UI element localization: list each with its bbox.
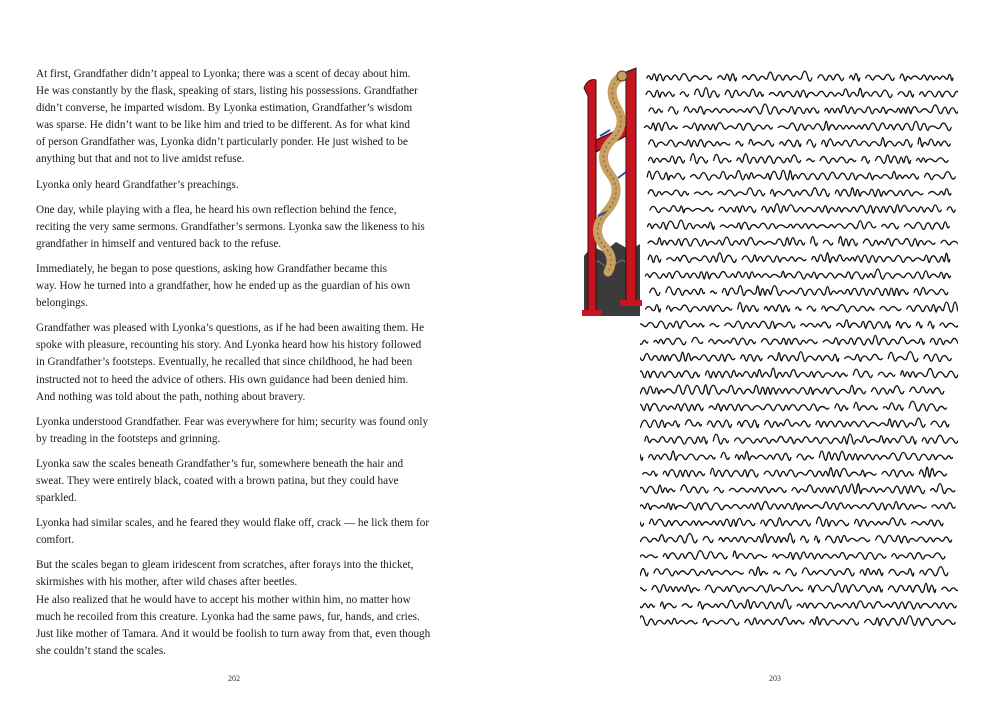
handwritten-line xyxy=(649,104,958,114)
handwritten-line xyxy=(640,434,958,444)
handwritten-line xyxy=(640,533,958,543)
handwritten-line xyxy=(640,368,958,378)
handwritten-line xyxy=(645,121,952,130)
handwritten-line xyxy=(640,451,952,461)
handwritten-line xyxy=(646,302,958,312)
illuminated-initial-dragon-icon xyxy=(582,66,642,316)
handwritten-line xyxy=(650,204,955,214)
handwritten-line xyxy=(650,286,954,296)
paragraph: Grandfather was pleased with Lyonka’s questions, as if he had been awaiting them. He spoke with pleasure, recounting his story. And Lyonka heard how his history followed in Grandfather’s footsteps. Eventually, he recalled that since childhood, he had been instructed not to heed the advice of others. His own guidance had been denied him. And nothing was told about the path, nothing about bravery. xyxy=(36,322,425,403)
handwritten-line xyxy=(640,335,958,345)
handwritten-line xyxy=(646,88,958,98)
handwritten-line xyxy=(648,188,957,197)
paragraph: At first, Grandfather didn’t appeal to Lyonka; there was a scent of decay about him. He was constantly by the flask, speaking of stars, listing his possessions. Grandfather didn’t converse, he imparted wisdom. By Lyonka estimation, Grandfather’s wisdom was sparse. He didn’t want to be like him and tried to be different. As for what kind of person Grandfather was, Lyonka didn’t particularly ponder. He just wished to be anything but that and not to live amidst refuse. xyxy=(36,68,418,166)
handwritten-line xyxy=(640,583,958,592)
handwritten-line xyxy=(640,567,948,577)
paragraph: Lyonka understood Grandfather. Fear was everywhere for him; security was found only by treading in the footsteps and grinning. xyxy=(36,415,429,445)
handwritten-line xyxy=(647,170,955,180)
right-page xyxy=(502,0,1005,711)
paragraph: Lyonka only heard Grandfather’s preachings. xyxy=(36,178,239,191)
body-text xyxy=(36,66,436,668)
handwritten-line xyxy=(647,71,953,81)
handwritten-line xyxy=(648,253,950,263)
handwritten-line xyxy=(649,154,954,164)
handwritten-line xyxy=(640,385,944,395)
paragraph: Lyonka had similar scales, and he feared they would flake off, crack — he lick them for comfort. xyxy=(36,517,430,547)
handwritten-line xyxy=(640,616,958,626)
handwritten-line xyxy=(640,418,949,428)
page-number-right: 203 xyxy=(769,674,781,683)
handwritten-line xyxy=(645,269,950,279)
handwritten-line xyxy=(649,138,950,148)
handwritten-line xyxy=(648,220,950,229)
handwritten-line xyxy=(640,501,955,510)
handwritten-line xyxy=(640,599,956,609)
handwritten-line xyxy=(640,467,947,477)
handwritten-manuscript xyxy=(640,66,958,636)
handwritten-line xyxy=(648,236,958,246)
paragraph: One day, while playing with a flea, he heard his own reflection behind the fence, reciting the very same sermons. Grandfather’s sermons. Lyonka saw the likeness to his grandfather in himself and ventured back to the refuse. xyxy=(36,203,425,250)
paragraph: But the scales began to gleam iridescent from scratches, after forays into the thicket, skirmishes with his mother, after wild chases after beetles. He also realized that he would have to accept his mother within him, no matter how much he recoiled from this creature. Lyonka had the same paws, fur, hands, and cries. Just like mother of Tamara. And it would be foolish to turn away from that, even though she couldn’t stand the scales. xyxy=(36,559,431,657)
left-page xyxy=(0,0,502,711)
handwritten-line xyxy=(640,484,955,494)
handwritten-line xyxy=(640,551,945,560)
handwritten-line xyxy=(640,352,951,362)
paragraph: Lyonka saw the scales beneath Grandfather’s fur, somewhere beneath the hair and sweat. They were entirely black, coated with a brown patina, but they could have sparkled. xyxy=(36,457,404,505)
handwritten-line xyxy=(640,320,958,329)
handwritten-line xyxy=(640,517,943,526)
page-number-left: 202 xyxy=(228,674,240,683)
handwritten-line xyxy=(640,401,947,411)
paragraph: Immediately, he began to pose questions, asking how Grandfather became this way. How he turned into a grandfather, how he ended up as the guardian of his own belongings. xyxy=(36,262,411,310)
